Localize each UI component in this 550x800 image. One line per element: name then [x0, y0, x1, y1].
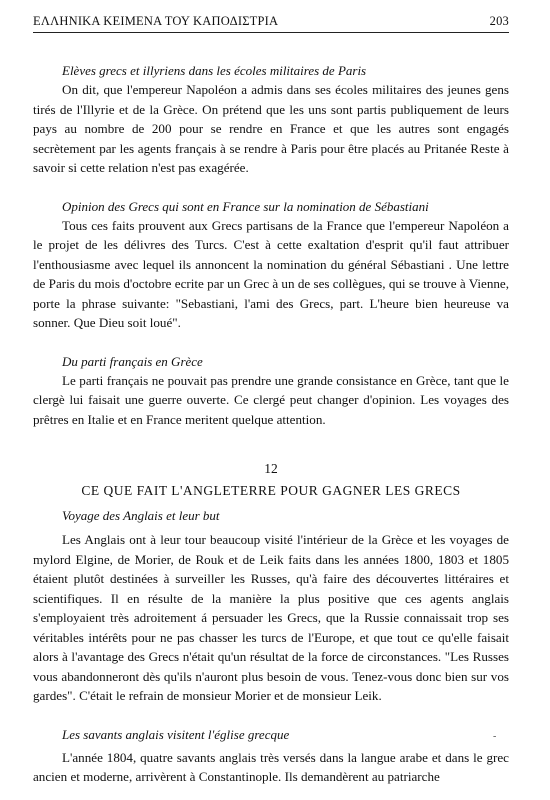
- section-subhead: Voyage des Anglais et leur but: [62, 508, 220, 523]
- page-number: 203: [489, 14, 509, 28]
- section-paragraph: Les Anglais ont à leur tour beaucoup visité l'intérieur de la Grèce et les voyages de mylord Elgine, de Morier, de Rouk et de Leik faits dans les années 1800, 1803 et 1805 étaient plutôt destinées à surveiller les Russes, qu'à faire des découvertes littéraires et scientifiques. Il en résulte de la manière la plus positive que ces agents anglais s'employaient très adroitement á persuader les Grecs, que la Russie connaissait trop ses véritables intérêts pour ne pas chasser les turcs de l'Europe, et que tout ce qu'elle faisait alors à l'avantage des Grecs n'était qu'un résultat de la force de circonstances. "Les Russes vous abandonneront dès qu'ils n'auront plus besoin de vous. Tenez-vous donc bien sur vos gardes". C'était le refrain de monsieur Morier et de monsieur Leik.: [33, 532, 509, 703]
- section-subhead: Les savants anglais visitent l'église grecque: [62, 726, 290, 742]
- section-paragraph: L'année 1804, quatre savants anglais très versés dans la langue arabe et dans le grec ancien et moderne, arrivèrent à Constantinople. Ils demandèrent au patriarche: [33, 749, 509, 784]
- section-subhead: Opinion des Grecs qui sont en France sur la nomination de Sébastiani: [62, 198, 429, 214]
- margin-mark: -: [493, 731, 497, 742]
- running-header: [33, 14, 509, 33]
- section-paragraph: Le parti français ne pouvait pas prendre une grande consistance en Grèce, tant que le clergè lui faisait une guerre ouverte. Ce clergé peut changer d'opinion. Les voyages des prêtres en Italie et en France meritent quelque attention.: [33, 372, 509, 427]
- chapter-number: 12: [264, 461, 278, 476]
- section-subhead: Du parti français en Grèce: [62, 353, 203, 369]
- running-title: ΕΛΛΗΝΙΚΑ ΚΕΙΜΕΝΑ ΤΟΥ ΚΑΠΟΔΙΣΤΡΙΑ: [33, 14, 279, 28]
- chapter-title: CE QUE FAIT L'ANGLETERRE POUR GAGNER LES GRECS: [81, 483, 461, 498]
- section-subhead: Elèves grecs et illyriens dans les écoles militaires de Paris: [62, 63, 367, 78]
- page-body: [33, 61, 509, 787]
- section-paragraph: On dit, que l'empereur Napoléon a admis dans ses écoles militaires des jeunes gens tirés de l'Illyrie et de la Grèce. On prétend que les uns sont partis publiquement de leurs pays au nombre de 200 pour se rendre en France et que les autres sont engagés secrètement par les agents français à se rendre à Paris pour être placés au Pritanée Reste à savoir si cette relation n'est pas exagérée.: [33, 82, 509, 175]
- section-paragraph: Tous ces faits prouvent aux Grecs partisans de la France que l'empereur Napoléon a le projet de les délivres des Turcs. C'est à cette exaltation d'esprit qu'il faut attribuer l'enthousiasme avec lequel ils annoncent la nomination du général Sébastiani . Une lettre de Paris du mois d'octobre ecrite par un Grec à un de ses collègues, qui se trouve à Vienne, porte la phrase suivante: "Sebastiani, l'ami des Grecs, part. L'heure bien heureuse va sonner. Que Dieu soit loué".: [33, 217, 509, 330]
